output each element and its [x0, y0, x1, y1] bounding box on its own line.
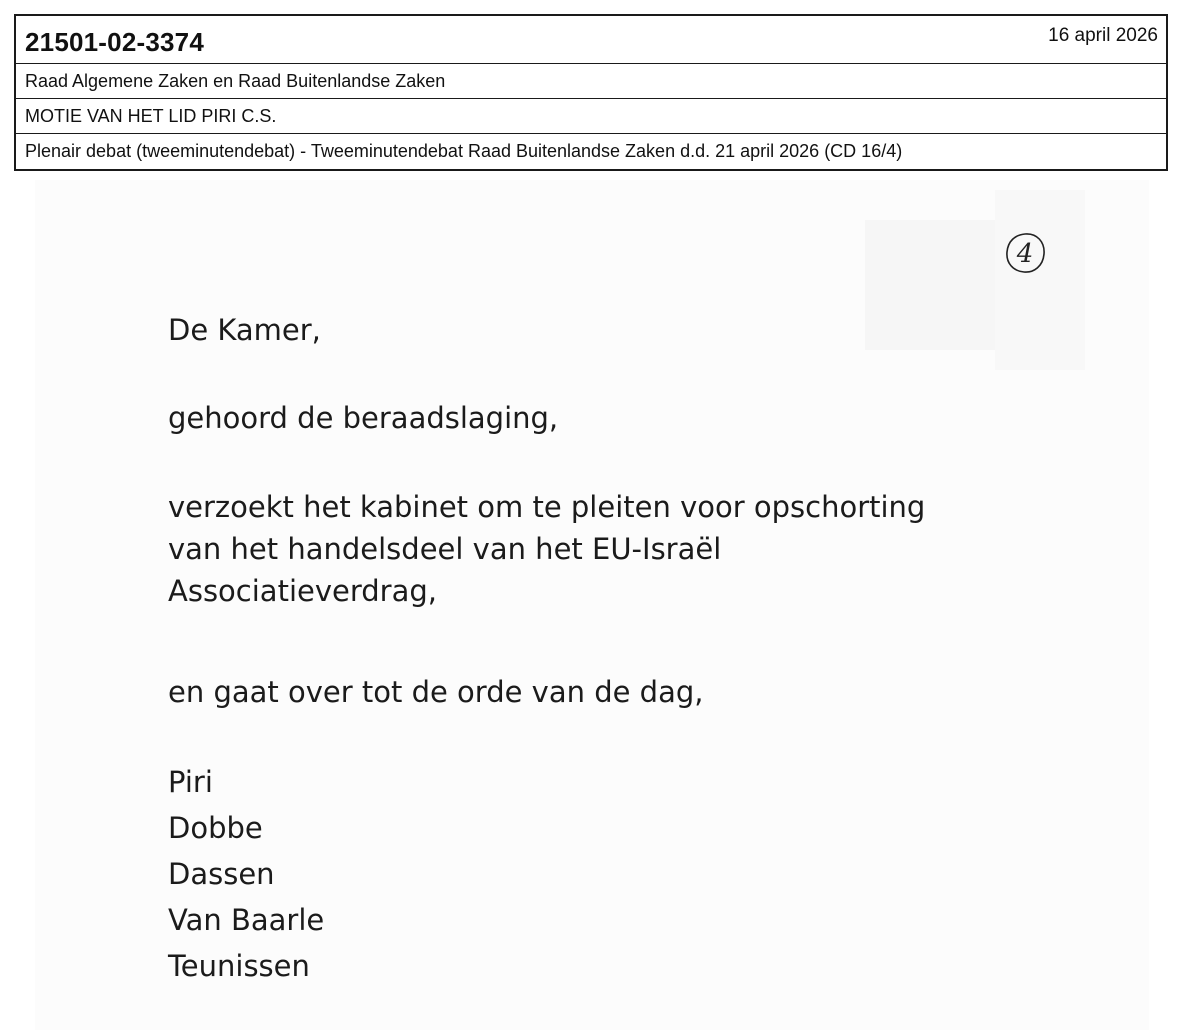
document-number: 21501-02-3374	[25, 27, 204, 57]
request-line: Associatieverdrag,	[168, 574, 437, 608]
signer-name: Dassen	[168, 857, 275, 891]
signer-name: Piri	[168, 765, 213, 799]
motion-title-row	[16, 99, 1166, 134]
committee-name: Raad Algemene Zaken en Raad Buitenlandse Zaken	[25, 70, 446, 91]
signer-name: Dobbe	[168, 811, 263, 845]
handwritten-page-number	[1003, 230, 1047, 276]
debate-description: Plenair debat (tweeminutendebat) - Tweeminutendebat Raad Buitenlandse Zaken d.d. 21 april 2026 (CD 16/4)	[25, 141, 903, 161]
debate-row	[16, 134, 1166, 169]
document-date: 16 april 2026	[1048, 24, 1158, 46]
consideration-line: gehoord de beraadslaging,	[168, 401, 559, 435]
signer-list	[168, 759, 324, 989]
signer-name: Van Baarle	[168, 903, 325, 937]
signer-name: Teunissen	[168, 949, 310, 983]
circled-number-icon	[1003, 230, 1047, 276]
scan-artifact	[995, 190, 1085, 370]
closing-line: en gaat over tot de orde van de dag,	[168, 675, 704, 709]
motion-title: MOTIE VAN HET LID PIRI C.S.	[25, 105, 277, 126]
request-paragraph	[168, 486, 925, 612]
header-top-row	[16, 16, 1166, 64]
opening-line: De Kamer,	[168, 313, 321, 347]
handwritten-number: 4	[1016, 239, 1034, 269]
request-line: van het handelsdeel van het EU-Israël	[168, 532, 722, 566]
request-line: verzoekt het kabinet om te pleiten voor opschorting	[168, 490, 926, 524]
committee-row	[16, 64, 1166, 99]
document-header	[14, 14, 1168, 171]
